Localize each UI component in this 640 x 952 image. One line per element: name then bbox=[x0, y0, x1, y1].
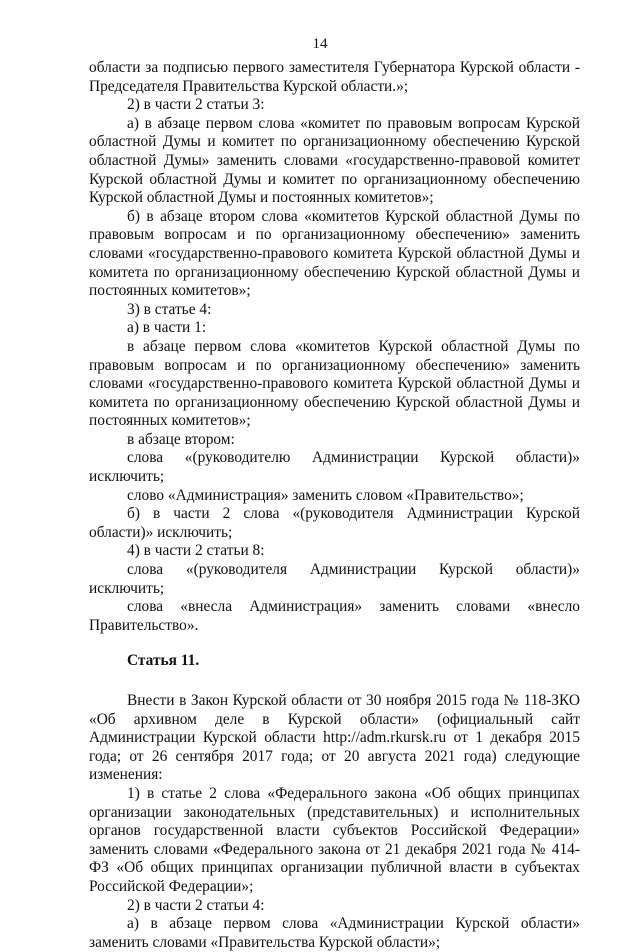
paragraph-item-3a: а) в части 1: bbox=[127, 319, 207, 337]
document-body bbox=[89, 59, 580, 952]
paragraph-article-intro: Внести в Закон Курской области от 30 ноября 2015 года № 118-ЗКО «Об архивном деле в Курской области» (официальный сайт Администрации Курской области http://adm.rkursk.ru от 1 декабря 2015 года; от 26 сентября 2017 года; от 20 августа 2021 года) следующие изменения: bbox=[89, 692, 580, 784]
paragraph-item-4-replace: слова «внесла Администрация» заменить словами «внесло Правительство». bbox=[89, 598, 580, 634]
paragraph-item-4: 4) в части 2 статьи 8: bbox=[127, 542, 265, 560]
paragraph-item-4-exclude: слова «(руководителя Администрации Курской области)» исключить; bbox=[89, 561, 580, 597]
paragraph-item-3a-replace: слово «Администрация» заменить словом «Правительство»; bbox=[127, 486, 524, 504]
paragraph-item-2: 2) в части 2 статьи 3: bbox=[127, 96, 265, 114]
paragraph-article-item-2: 2) в части 2 статьи 4: bbox=[127, 896, 265, 914]
paragraph-article-item-2a: а) в абзаце первом слова «Администрации Курской области» заменить словами «Правительства Курской области»; bbox=[89, 915, 580, 951]
paragraph-item-2a: а) в абзаце первом слова «комитет по правовым вопросам Курской областной Думы и комитет по организационному обеспечению Курской областной Думы» заменить словами «государственно-правовой комитет Курской областной Думы и комитет по организационному обеспечению Курской областной Думы и постоянных комитетов»; bbox=[89, 114, 580, 207]
paragraph-item-3a-first: в абзаце первом слова «комитетов Курской областной Думы по правовым вопросам и по организационному обеспечению» заменить словами «государственно-правового комитета Курской областной Думы и комитета по организационному обеспечению Курской областной Думы и постоянных комитетов»; bbox=[89, 337, 580, 430]
article-heading: Статья 11. bbox=[127, 652, 200, 670]
paragraph-item-2b: б) в абзаце втором слова «комитетов Курской областной Думы по правовым вопросам и по организационному обеспечению» заменить словами «государственно-правового комитета Курской областной Думы и комитета по организационному обеспечению Курской областной Думы и постоянных комитетов»; bbox=[89, 207, 580, 300]
paragraph-item-3a-exclude: слова «(руководителю Администрации Курской области)» исключить; bbox=[89, 449, 580, 486]
paragraph-item-3b: б) в части 2 слова «(руководителя Администрации Курской области)» исключить; bbox=[89, 505, 580, 541]
paragraph-item-3a-second: в абзаце втором: bbox=[127, 430, 235, 448]
page-number: 14 bbox=[312, 36, 328, 52]
paragraph-article-item-1: 1) в статье 2 слова «Федерального закона «Об общих принципах организации законодательных (представительных) и исполнительных органов государственной власти субъектов Российской Федерации» заменить словами «Федерального закона от 21 декабря 2021 года № 414-ФЗ «Об общих принципах организации публичной власти в субъектах Российской Федерации»; bbox=[89, 784, 580, 895]
paragraph-item-3: 3) в статье 4: bbox=[127, 300, 212, 318]
paragraph-continuation: области за подписью первого заместителя Губернатора Курской области - Председателя Правительства Курской области.»; bbox=[89, 59, 580, 95]
